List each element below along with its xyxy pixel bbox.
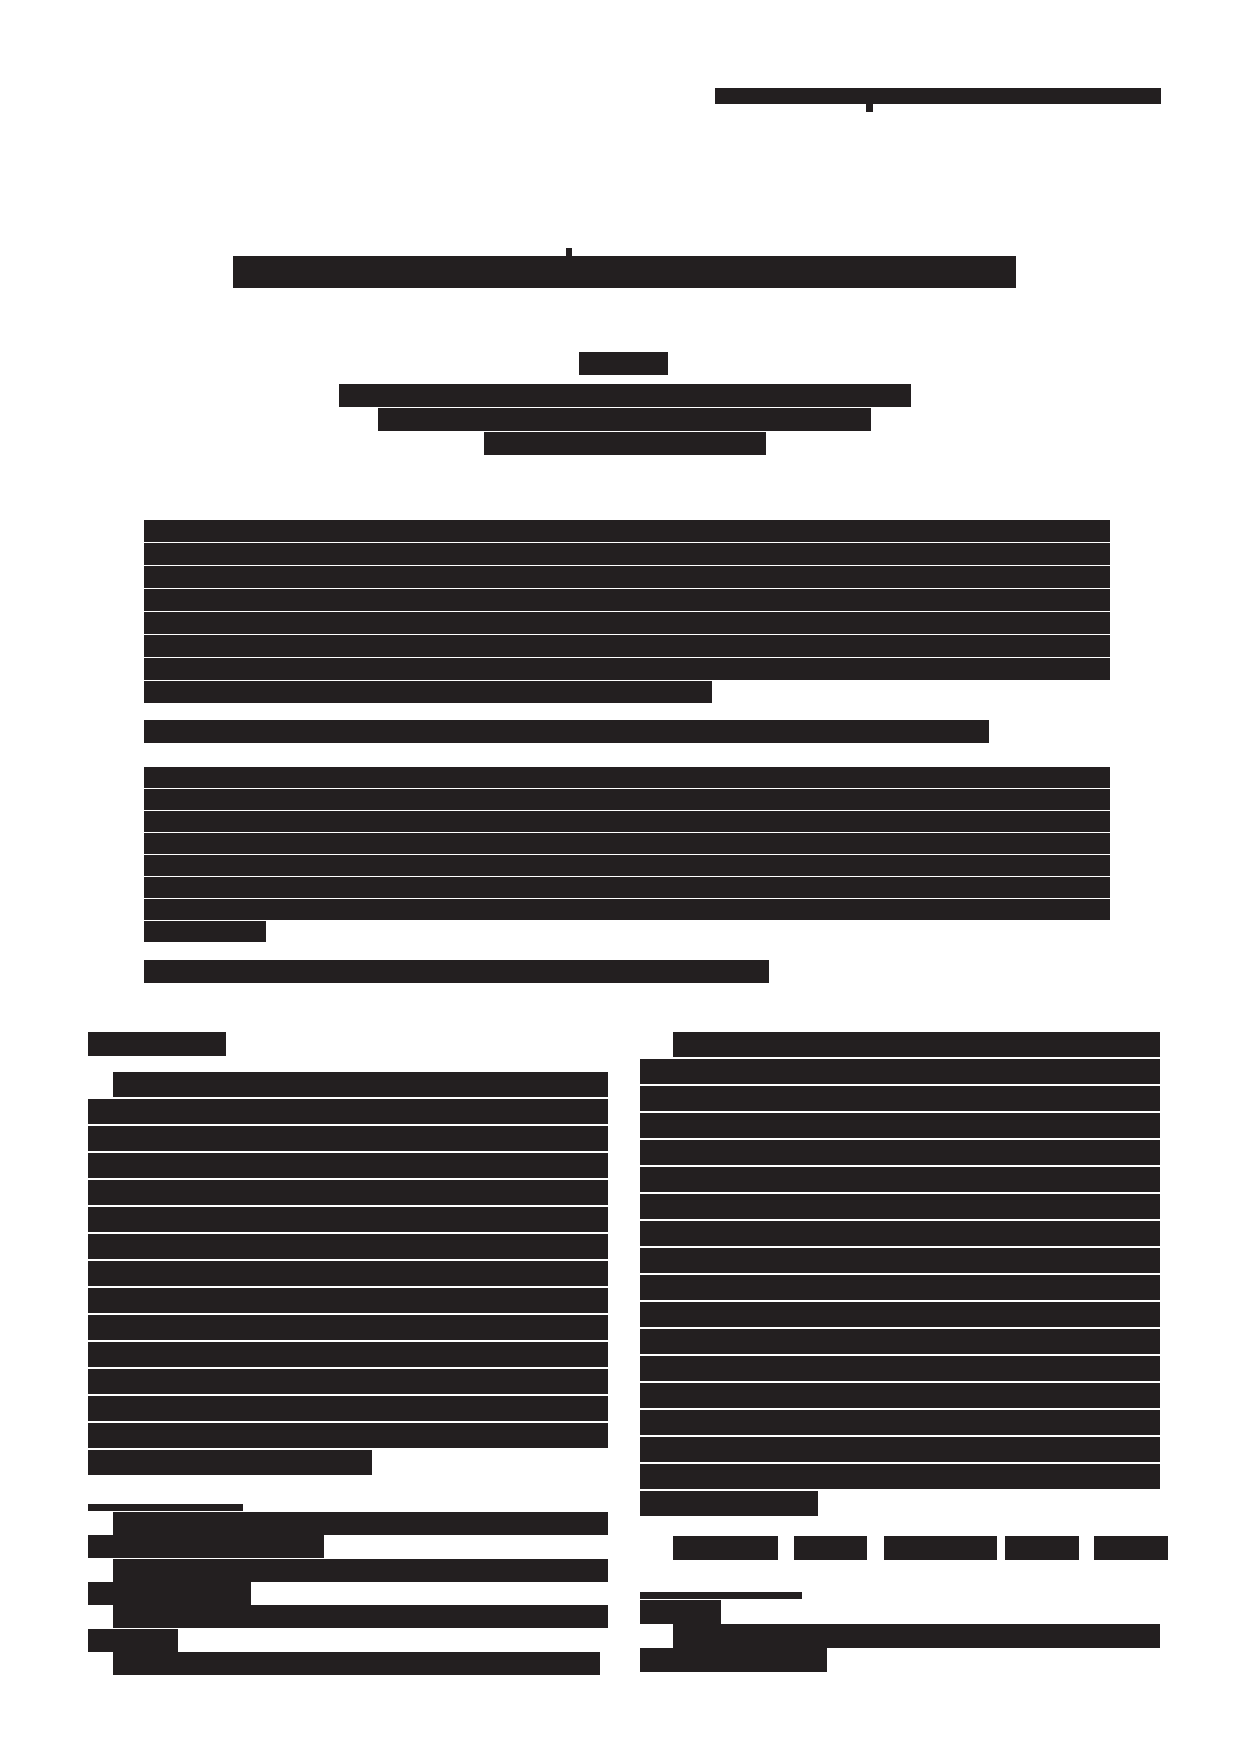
redacted-text-line [233,256,1016,288]
redacted-text-line [144,960,769,983]
redacted-text-line [88,1153,608,1178]
redacted-text-line [640,1356,1160,1381]
keywords-secondary [144,960,769,983]
running-header [715,88,1161,104]
redacted-text-line [144,658,1110,680]
redacted-text-line [640,1248,1160,1273]
redacted-text-line [1005,1536,1079,1560]
redacted-text-line [144,921,266,942]
title-accent-mark [566,248,572,256]
redacted-text-line [88,1369,608,1394]
redacted-text-line [640,1059,1160,1084]
redacted-text-line [88,1450,372,1475]
redacted-text-line [144,899,1110,920]
running-header-descender [866,104,873,112]
redacted-text-line [640,1275,1160,1300]
redacted-text-line [88,1126,608,1151]
redacted-text-line [144,566,1110,588]
redacted-text-line [88,1396,608,1421]
abstract-secondary [144,767,1110,943]
redacted-text-line [673,1536,778,1560]
redacted-text-line [144,855,1110,876]
redacted-text-line [579,352,668,375]
redacted-text-line [88,1535,324,1558]
redacted-text-line [144,681,712,703]
keywords-primary [144,720,989,743]
redacted-text-line [144,589,1110,611]
left-column-body [88,1072,608,1477]
redacted-text-line [144,833,1110,854]
redacted-text-line [144,789,1110,810]
redacted-text-line [88,1288,608,1313]
redacted-text-line [144,767,1110,788]
redacted-text-line [144,520,1110,542]
author-name [579,352,668,375]
redacted-text-line [339,384,911,407]
redacted-text-line [144,720,989,743]
redacted-text-line [88,1261,608,1286]
redacted-text-line [113,1652,600,1675]
redacted-text-line [88,1099,608,1124]
left-column-footnotes [88,1512,608,1675]
redacted-text-line [640,1437,1160,1462]
redacted-text-line [640,1410,1160,1435]
redacted-text-line [640,1491,818,1516]
redacted-text-line [640,1167,1160,1192]
footnote-separator-right [640,1592,802,1599]
redacted-text-line [640,1140,1160,1165]
redacted-text-line [640,1648,827,1672]
redacted-text-line [88,1032,226,1056]
redacted-text-line [640,1302,1160,1327]
redacted-text-line [640,1383,1160,1408]
redacted-text-line [673,1624,1160,1648]
redacted-text-line [144,612,1110,634]
redacted-text-line [88,1423,608,1448]
redacted-text-line [144,635,1110,657]
redacted-text-line [640,1194,1160,1219]
redacted-text-line [378,408,871,431]
redacted-text-line [640,1464,1160,1489]
redacted-text-line [144,877,1110,898]
redacted-text-line [715,88,1161,104]
section-heading [88,1032,226,1056]
redacted-text-line [884,1536,997,1560]
redacted-text-line [88,1342,608,1367]
redacted-text-line [640,1329,1160,1354]
redacted-text-line [1094,1536,1168,1560]
redacted-text-line [484,432,766,455]
redacted-text-line [88,1629,178,1652]
redacted-text-line [144,811,1110,832]
abstract-primary [144,520,1110,704]
redacted-text-line [640,1221,1160,1246]
redacted-text-line [113,1605,608,1628]
redacted-text-line [113,1559,608,1582]
redacted-text-line [640,1113,1160,1138]
redacted-text-line [88,1582,251,1605]
right-column-keywords [640,1536,1168,1560]
redacted-text-line [88,1315,608,1340]
redacted-text-line [640,1600,721,1624]
redacted-text-line [113,1512,608,1535]
redacted-text-line [88,1234,608,1259]
footnote-separator-left [88,1504,243,1511]
right-column-body [640,1032,1160,1518]
redacted-text-line [88,1207,608,1232]
redacted-text-line [144,543,1110,565]
redacted-text-line [88,1180,608,1205]
right-column-footnotes [640,1600,1160,1672]
redacted-text-line [640,1086,1160,1111]
redacted-text-line [673,1032,1160,1057]
article-title [233,256,1016,288]
redacted-text-line [113,1072,608,1097]
author-affiliation [339,384,911,456]
redacted-text-line [794,1536,867,1560]
